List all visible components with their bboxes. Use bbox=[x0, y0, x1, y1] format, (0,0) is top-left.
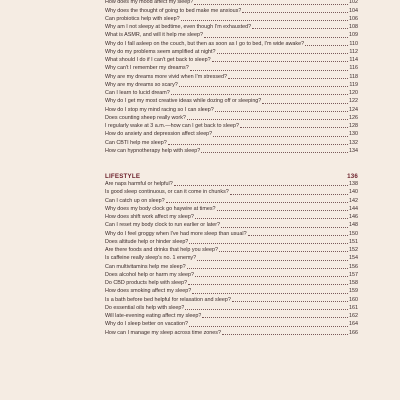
toc-entry-page-number: 159 bbox=[349, 288, 358, 295]
toc-entry-question: Why are my dreams so scary? bbox=[105, 81, 178, 88]
dot-leader bbox=[195, 218, 348, 219]
toc-entry[interactable] bbox=[105, 304, 358, 312]
toc-entry[interactable] bbox=[105, 97, 358, 105]
toc-entry[interactable] bbox=[105, 122, 358, 130]
toc-entry-question: Why do I feel groggy when I've had more sleep than usual? bbox=[105, 230, 247, 237]
toc-entry[interactable] bbox=[105, 31, 358, 39]
toc-entry-page-number: 152 bbox=[349, 247, 358, 253]
dot-leader bbox=[204, 37, 348, 38]
toc-entry-page-number: 157 bbox=[349, 271, 358, 278]
dot-leader bbox=[219, 251, 348, 252]
toc-entry[interactable] bbox=[105, 196, 358, 204]
toc-entry-question: Is a bath before bed helpful for relaxation and sleep? bbox=[105, 296, 231, 303]
toc-entry-question: How does shift work affect my sleep? bbox=[105, 214, 194, 220]
dot-leader bbox=[230, 194, 348, 195]
dot-leader bbox=[221, 227, 348, 228]
dot-leader bbox=[171, 94, 348, 95]
toc-entry[interactable] bbox=[105, 213, 358, 221]
toc-entry-question: Can probiotics help with sleep? bbox=[105, 15, 180, 22]
toc-entry-question: Why does the thought of going to bed make me anxious? bbox=[105, 7, 242, 14]
toc-entry-question: Why am I not sleepy at bedtime, even though I'm exhausted? bbox=[105, 24, 252, 30]
toc-entry-page-number: 122 bbox=[349, 98, 358, 105]
toc-entry-question: Are there foods and drinks that help you sleep? bbox=[105, 247, 218, 253]
toc-entry-page-number: 158 bbox=[349, 280, 358, 286]
dot-leader bbox=[222, 334, 348, 335]
toc-entry[interactable] bbox=[105, 130, 358, 138]
section-spacer bbox=[105, 155, 358, 171]
toc-entry-page-number: 160 bbox=[349, 296, 358, 303]
dot-leader bbox=[213, 136, 348, 137]
toc-entry[interactable] bbox=[105, 205, 358, 213]
toc-entry-page-number: 126 bbox=[349, 114, 358, 121]
toc-entry-page-number: 102 bbox=[349, 0, 358, 6]
toc-entry[interactable] bbox=[105, 48, 358, 56]
toc-entry[interactable] bbox=[105, 56, 358, 64]
dot-leader bbox=[179, 86, 349, 87]
dot-leader bbox=[248, 235, 348, 236]
dot-leader bbox=[185, 309, 348, 310]
toc-entry-page-number: 140 bbox=[349, 189, 358, 196]
toc-entry-question: Can I learn to lucid dream? bbox=[105, 90, 170, 96]
toc-entry-question: Why are my dreams more vivid when I'm stressed? bbox=[105, 73, 228, 80]
toc-entry-question: Why do I get my most creative ideas while dozing off or sleeping? bbox=[105, 98, 262, 105]
dot-leader bbox=[174, 185, 348, 186]
toc-entry-question: Are naps harmful or helpful? bbox=[105, 181, 173, 187]
toc-entry-page-number: 108 bbox=[349, 24, 358, 30]
toc-entry-question: Can I reset my body clock to run earlier or later? bbox=[105, 222, 221, 229]
toc-entry-page-number: 116 bbox=[349, 65, 358, 72]
dot-leader bbox=[217, 210, 348, 211]
toc-entry-page-number: 104 bbox=[349, 7, 358, 14]
toc-entry-question: Does alcohol help or harm my sleep? bbox=[105, 271, 194, 278]
toc-entry[interactable] bbox=[105, 238, 358, 246]
toc-entry-question: How can hypnotherapy help with sleep? bbox=[105, 147, 201, 154]
toc-entry-page-number: 109 bbox=[349, 32, 358, 39]
toc-entry-page-number: 156 bbox=[349, 263, 358, 270]
dot-leader bbox=[189, 243, 348, 244]
dot-leader bbox=[187, 268, 348, 269]
toc-entry-question: Can I catch up on sleep? bbox=[105, 197, 165, 204]
toc-entry-question: What should I do if I can't get back to sleep? bbox=[105, 57, 211, 63]
toc-entry[interactable] bbox=[105, 105, 358, 113]
toc-entry-page-number: 148 bbox=[349, 222, 358, 229]
toc-entry-question: Does counting sheep really work? bbox=[105, 114, 186, 121]
toc-entry-question: Why does my body clock go haywire at times? bbox=[105, 205, 216, 212]
toc-entry-page-number: 118 bbox=[349, 73, 358, 80]
toc-entry-question: Will late-evening eating affect my sleep? bbox=[105, 313, 202, 319]
toc-entry[interactable] bbox=[105, 188, 358, 196]
toc-entry-question: What is ASMR, and will it help me sleep? bbox=[105, 32, 203, 39]
dot-leader bbox=[201, 152, 348, 153]
dot-leader bbox=[212, 61, 349, 62]
toc-entry[interactable] bbox=[105, 138, 358, 146]
toc-entry-question: Does altitude help or hinder sleep? bbox=[105, 238, 189, 245]
toc-entry-page-number: 124 bbox=[349, 106, 358, 113]
dot-leader bbox=[262, 103, 348, 104]
toc-entry-question: Do CBD products help with sleep? bbox=[105, 280, 188, 286]
dot-leader bbox=[240, 127, 348, 128]
toc-entry-question: Why can't I remember my dreams? bbox=[105, 65, 189, 72]
toc-entry-page-number: 138 bbox=[349, 181, 358, 187]
toc-entry-question: Can CBTI help me sleep? bbox=[105, 139, 167, 146]
toc-entry[interactable] bbox=[105, 295, 358, 303]
toc-entry[interactable] bbox=[105, 147, 358, 155]
dot-leader bbox=[166, 202, 348, 203]
toc-entry-page-number: 162 bbox=[349, 313, 358, 319]
toc-entry-question: Is good sleep continuous, or can it come in chunks? bbox=[105, 189, 229, 196]
toc-entry-question: How can I manage my sleep across time zones? bbox=[105, 329, 221, 336]
section-page-number: 136 bbox=[347, 172, 358, 180]
toc-entry[interactable] bbox=[105, 328, 358, 336]
toc-entry[interactable] bbox=[105, 287, 358, 295]
toc-entry-page-number: 119 bbox=[349, 81, 358, 88]
toc-entry[interactable] bbox=[105, 320, 358, 328]
toc-entry-question: Is caffeine really sleep's no. 1 enemy? bbox=[105, 255, 197, 262]
toc-entry-question: Why do I sleep better on vacation? bbox=[105, 321, 189, 328]
toc-entry-page-number: 134 bbox=[349, 147, 358, 154]
toc-entry-page-number: 166 bbox=[349, 329, 358, 336]
toc-entry[interactable] bbox=[105, 246, 358, 254]
dot-leader bbox=[197, 260, 348, 261]
dot-leader bbox=[194, 4, 348, 5]
dot-leader bbox=[195, 276, 348, 277]
dot-leader bbox=[215, 111, 348, 112]
dot-leader bbox=[192, 293, 348, 294]
toc-entry-question: Why do my problems seem amplified at night? bbox=[105, 48, 216, 55]
toc-entry-page-number: 150 bbox=[349, 230, 358, 237]
toc-entry-page-number: 144 bbox=[349, 205, 358, 212]
toc-entry[interactable] bbox=[105, 262, 358, 270]
toc-entry[interactable] bbox=[105, 89, 358, 97]
dot-leader bbox=[168, 144, 348, 145]
toc-entry[interactable] bbox=[105, 312, 358, 320]
toc-entry-question: How do anxiety and depression affect sleep? bbox=[105, 131, 213, 138]
dot-leader bbox=[305, 45, 348, 46]
toc-entry[interactable] bbox=[105, 72, 358, 80]
toc-list bbox=[105, 0, 358, 337]
section-title: LIFESTYLE bbox=[105, 172, 141, 180]
toc-entry-page-number: 112 bbox=[349, 48, 358, 55]
dot-leader bbox=[202, 317, 348, 318]
toc-entry-page-number: 164 bbox=[349, 321, 358, 328]
dot-leader bbox=[181, 20, 348, 21]
toc-entry[interactable] bbox=[105, 114, 358, 122]
toc-entry-page-number: 106 bbox=[349, 15, 358, 22]
toc-entry[interactable] bbox=[105, 6, 358, 14]
toc-entry-page-number: 120 bbox=[349, 90, 358, 96]
toc-entry[interactable] bbox=[105, 229, 358, 237]
toc-entry-page-number: 128 bbox=[349, 123, 358, 129]
toc-entry[interactable] bbox=[105, 64, 358, 72]
toc-entry-question: Can multivitamins help me sleep? bbox=[105, 263, 186, 270]
toc-entry-page-number: 146 bbox=[349, 214, 358, 220]
dot-leader bbox=[217, 53, 349, 54]
dot-leader bbox=[188, 284, 348, 285]
toc-entry-question: Do essential oils help with sleep? bbox=[105, 304, 185, 311]
toc-entry-question: How does my mood affect my sleep? bbox=[105, 0, 194, 6]
dot-leader bbox=[189, 326, 348, 327]
toc-entry-page-number: 114 bbox=[349, 57, 358, 63]
toc-entry[interactable] bbox=[105, 39, 358, 47]
toc-entry-question: Why do I fall asleep on the couch, but then as soon as I go to bed, I'm wide awake? bbox=[105, 40, 305, 47]
toc-entry[interactable] bbox=[105, 81, 358, 89]
toc-entry-page-number: 110 bbox=[349, 40, 358, 47]
toc-entry-page-number: 142 bbox=[349, 197, 358, 204]
toc-entry[interactable] bbox=[105, 279, 358, 287]
dot-leader bbox=[232, 301, 348, 302]
toc-entry[interactable] bbox=[105, 15, 358, 23]
toc-entry[interactable] bbox=[105, 271, 358, 279]
dot-leader bbox=[228, 78, 348, 79]
toc-entry-question: How do I stop my mind racing so I can sleep? bbox=[105, 106, 214, 113]
toc-entry[interactable] bbox=[105, 180, 358, 188]
toc-entry-page-number: 130 bbox=[349, 131, 358, 138]
toc-entry-question: I regularly wake at 3 a.m.—how can I get back to sleep? bbox=[105, 123, 239, 129]
dot-leader bbox=[252, 28, 348, 29]
toc-entry-page-number: 132 bbox=[349, 139, 358, 146]
toc-entry[interactable] bbox=[105, 221, 358, 229]
dot-leader bbox=[190, 70, 349, 71]
toc-entry-page-number: 154 bbox=[349, 255, 358, 262]
section-heading bbox=[105, 171, 358, 180]
toc-entry-page-number: 161 bbox=[349, 304, 358, 311]
toc-entry-page-number: 151 bbox=[349, 238, 358, 245]
toc-entry-question: How does smoking affect my sleep? bbox=[105, 288, 192, 295]
toc-entry[interactable] bbox=[105, 23, 358, 31]
dot-leader bbox=[242, 12, 348, 13]
toc-entry[interactable] bbox=[105, 254, 358, 262]
dot-leader bbox=[187, 119, 348, 120]
